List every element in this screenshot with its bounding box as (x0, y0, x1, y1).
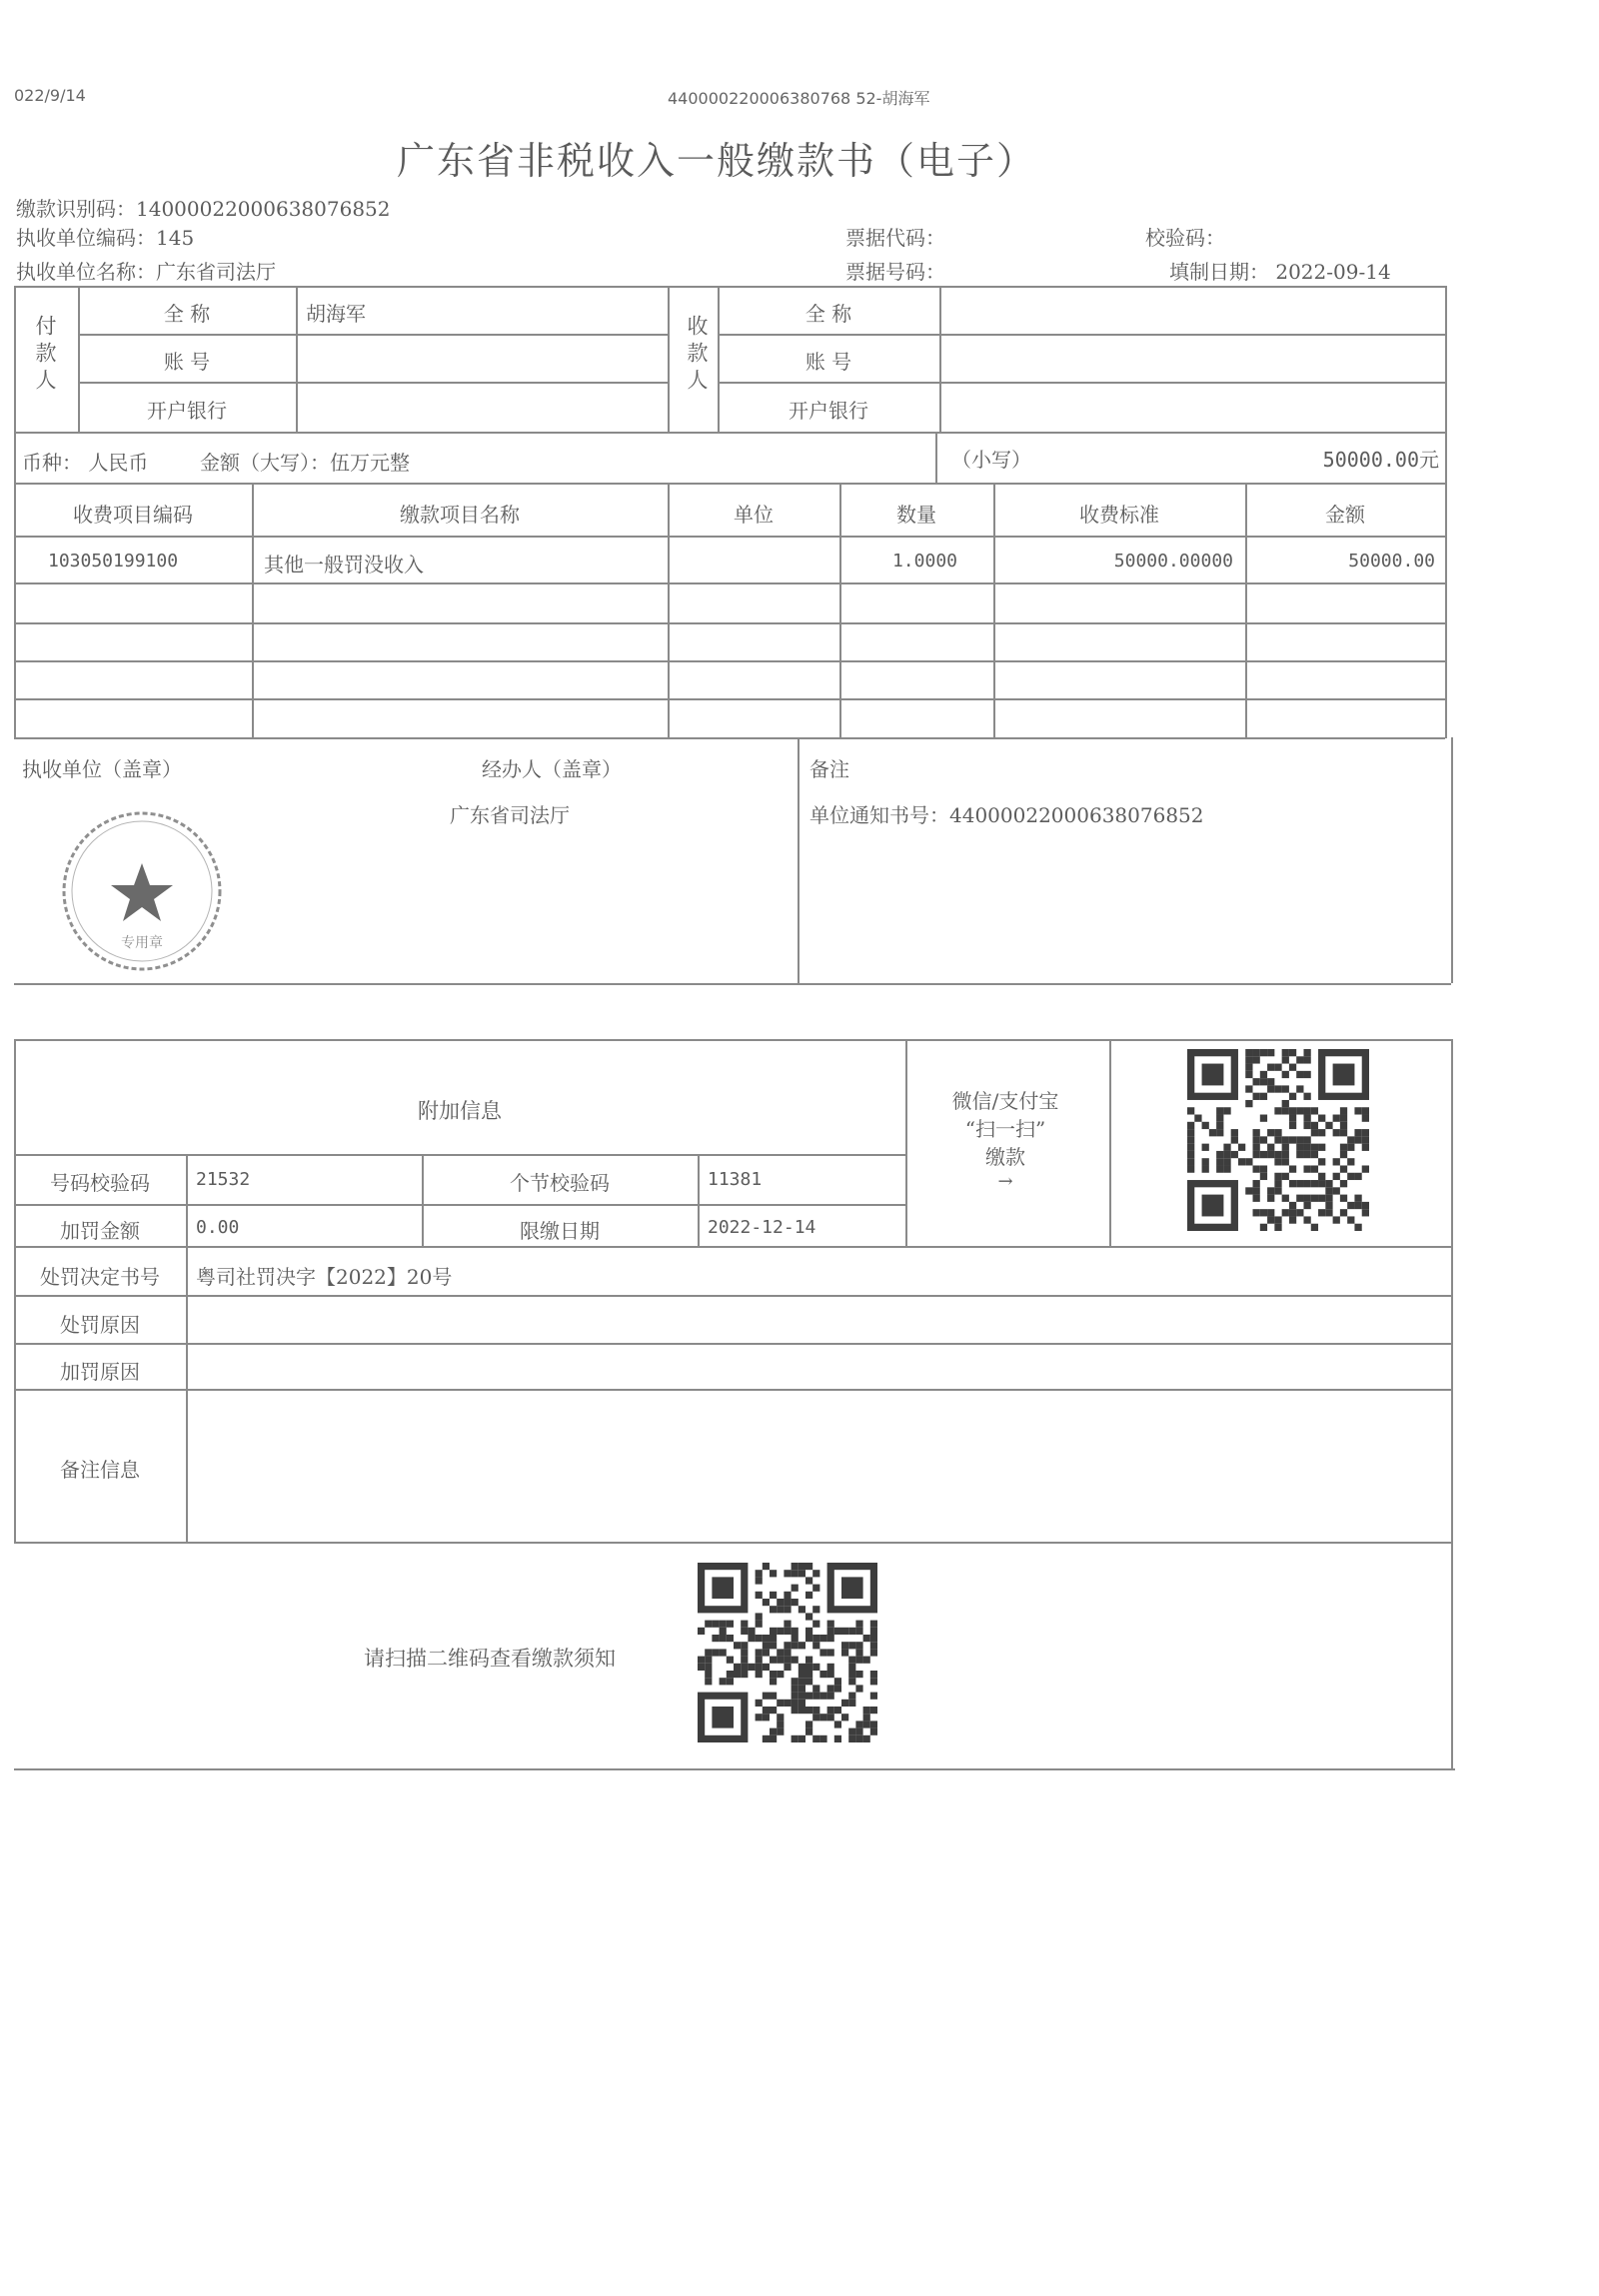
decision-number-label: 处罚决定书号 (40, 1265, 160, 1289)
notice-number: 单位通知书号：440000220006380768​52 (809, 803, 1204, 827)
amount-small-label: （小写） (951, 448, 1031, 472)
extra-info-title: 附加信息 (418, 1099, 502, 1123)
pay-hint-line-1: 微信/支付宝 (951, 1089, 1059, 1113)
amount-in-figures: 50000.00元 (1322, 448, 1439, 472)
payer-account-label: 账 号 (163, 350, 211, 374)
item-name: 其他一般罚没收入 (264, 553, 424, 576)
header-unit: 单位 (734, 503, 774, 527)
item-quantity: 1.0000 (891, 551, 957, 572)
payee-bank-label: 开户银行 (789, 399, 868, 423)
decision-number-value: 粤司社罚决字【2022】20号 (196, 1265, 453, 1289)
check-code-label: 校验码： (1145, 226, 1225, 250)
pay-hint-line-2: “扫一扫” (964, 1117, 1046, 1141)
item-amount: 50000.00 (1348, 551, 1435, 572)
stamp-text: 专用章 (121, 935, 163, 951)
payee-name-label: 全 称 (804, 302, 852, 326)
header-fee-standard: 收费标准 (1079, 503, 1159, 527)
handler-label: 经办人（盖章） (482, 757, 622, 781)
scan-hint: 请扫描二维码查看缴款须知 (364, 1647, 616, 1671)
handler-value: 广东省司法厅 (450, 803, 570, 827)
bill-number-label: 票据号码： (845, 260, 945, 284)
payment-id: 缴款识别码：1400002200063807685​2 (16, 197, 391, 221)
collecting-unit-label: 执收单位（盖章） (22, 757, 182, 781)
remark-info-label: 备注信息 (60, 1458, 140, 1482)
extra-penalty-reason-label: 加罚原因 (60, 1360, 140, 1384)
document-title: 广东省非税收入一般缴款书（电子） (397, 139, 1037, 183)
currency: 币种： 人民币 (22, 451, 149, 475)
item-code: 103050199100 (48, 551, 179, 572)
payer-bank-label: 开户银行 (147, 399, 227, 423)
checksum-value: 21532 (196, 1169, 251, 1190)
bytes-check-value: 11381 (708, 1169, 763, 1190)
checksum-label: 号码校验码 (50, 1171, 150, 1195)
header-amount: 金额 (1325, 503, 1365, 527)
print-date: 022/9/14 (14, 86, 86, 105)
pay-hint-arrow-icon: → (997, 1171, 1013, 1192)
header-quantity: 数量 (896, 503, 936, 527)
notice-qr-code[interactable] (698, 1563, 877, 1742)
penalty-amount-value: 0.00 (196, 1217, 240, 1238)
penalty-amount-label: 加罚金额 (60, 1219, 140, 1243)
header-item-name: 缴款项目名称 (400, 503, 520, 527)
unit-name: 执收单位名称：广东省司法厅 (16, 260, 276, 284)
fill-date: 填制日期： 2022-09-14 (1169, 260, 1391, 284)
payer-name-label: 全 称 (163, 302, 211, 326)
pay-hint-line-3: 缴款 (985, 1145, 1025, 1169)
bytes-check-label: 个节校验码 (510, 1171, 610, 1195)
unit-code: 执收单位编码：145 (16, 226, 195, 250)
bill-code-label: 票据代码： (845, 226, 945, 250)
payee-account-label: 账 号 (804, 350, 852, 374)
pay-qr-code[interactable] (1187, 1049, 1369, 1231)
remark-label: 备注 (809, 757, 849, 781)
deadline-value: 2022-12-14 (708, 1217, 816, 1238)
penalty-reason-label: 处罚原因 (60, 1313, 140, 1337)
header-item-code: 收费项目编码 (73, 503, 193, 527)
payer-side-label: 付款人 (33, 315, 57, 396)
amount-in-words: 金额（大写）：伍万元整 (200, 451, 410, 475)
payee-side-label: 收款人 (685, 315, 709, 396)
official-stamp (58, 807, 226, 975)
deadline-label: 限缴日期 (520, 1219, 600, 1243)
payer-name-value: 胡海军 (306, 302, 366, 326)
document-reference: 440000220006380768 52-胡海军 (668, 89, 930, 108)
item-fee-standard: 50000.00000 (1113, 551, 1233, 572)
